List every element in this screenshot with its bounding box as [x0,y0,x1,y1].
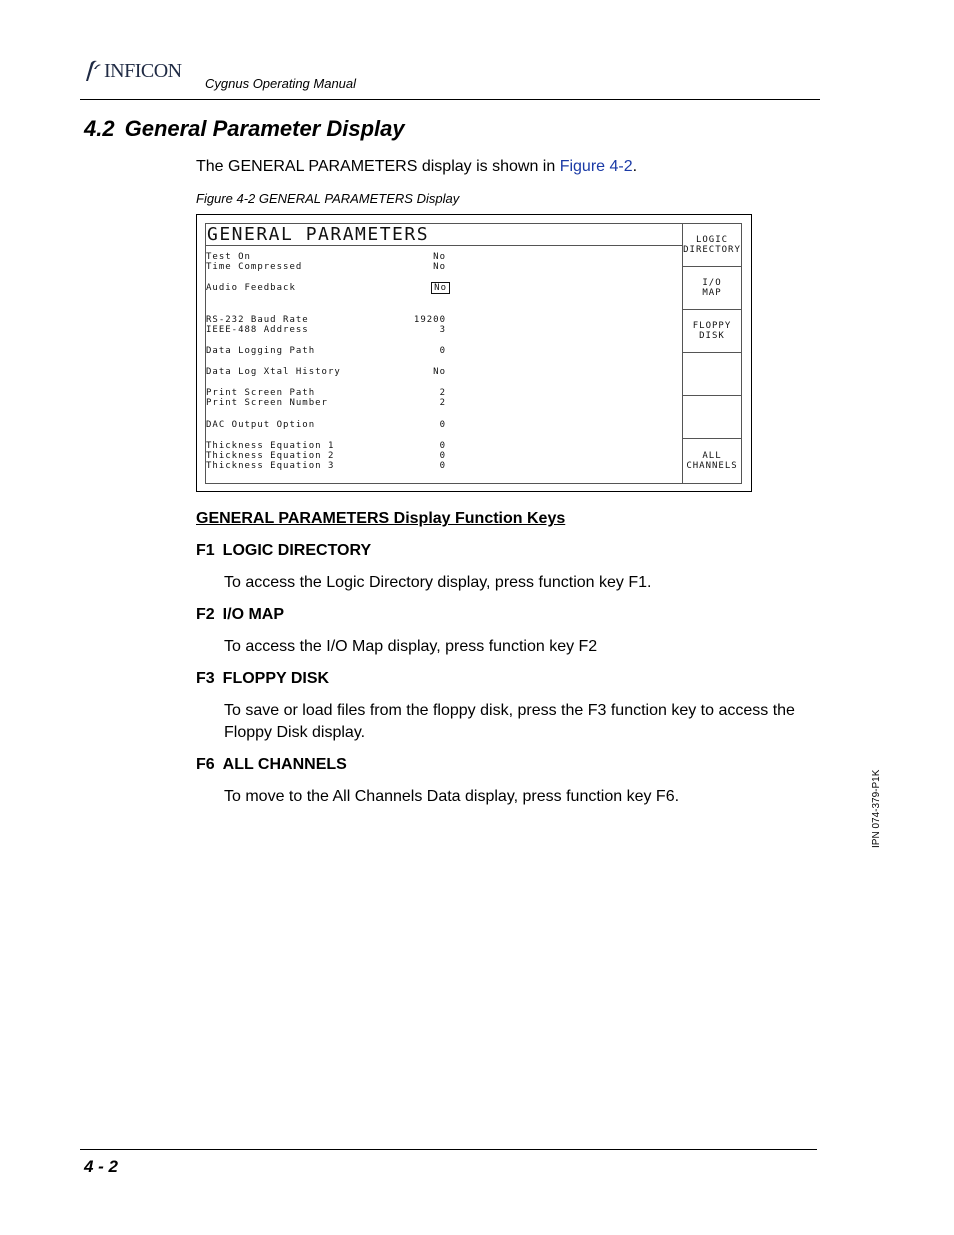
f2-heading [196,606,284,624]
function-key-label [702,278,721,298]
function-key-f6[interactable] [683,439,741,482]
parameter-label: DAC Output Option [206,420,316,430]
parameter-value[interactable]: 0 [439,420,446,430]
parameter-value[interactable]: 2 [439,398,446,408]
f6-heading [196,756,347,774]
function-key-f2[interactable] [683,267,741,310]
parameter-value[interactable]: 0 [439,441,446,451]
parameter-label: Data Log Xtal History [206,367,341,377]
parameter-label: Thickness Equation 2 [206,451,335,461]
function-key-line2: MAP [702,288,722,298]
intro-paragraph [196,158,637,176]
inficon-logo [82,58,182,84]
parameter-label: Print Screen Path [206,388,316,398]
figure-caption: Figure 4-2 GENERAL PARAMETERS Display [196,191,460,206]
function-key-f1[interactable] [683,224,741,267]
parameter-label: Print Screen Number [206,398,328,408]
parameter-value[interactable]: 19200 [413,315,446,325]
section-number: 4.2 [84,116,115,141]
manual-name: Cygnus Operating Manual [205,76,357,91]
header-divider [80,99,820,100]
logo-text: INFICON [104,60,182,82]
f3-name: FLOPPY DISK [222,670,330,687]
f3-heading [196,670,329,688]
parameter-value[interactable]: 3 [439,325,446,335]
f2-name: I/O MAP [222,606,285,623]
general-parameters-screen [196,214,752,492]
screen-title: GENERAL PARAMETERS [206,224,682,246]
inficon-mark-icon [82,59,102,83]
intro-text: The GENERAL PARAMETERS display is shown in [196,158,560,175]
function-key-line1: FLOPPY [692,321,732,331]
f6-description: To move to the All Channels Data display, press function key F6. [224,788,680,805]
parameter-value[interactable]: No [433,252,446,262]
intro-end: . [632,158,638,175]
f6-code: F6 [196,756,215,773]
f6-name: ALL CHANNELS [222,756,347,773]
parameter-label: Data Logging Path [206,346,316,356]
f2-description: To access the I/O Map display, press function key F2 [224,638,598,655]
function-key-line1: ALL [702,450,722,461]
section-title [84,116,405,142]
function-key-line2: DIRECTORY [683,245,741,255]
function-key-label [683,235,741,255]
ipn-side-label: IPN 074-379-P1K [871,769,882,848]
parameter-label: Test On [206,252,251,262]
function-key-f4[interactable] [683,353,741,396]
function-key-line2: DISK [699,331,725,341]
function-key-f3[interactable] [683,310,741,353]
function-key-label [686,451,737,471]
figure-link[interactable]: Figure 4-2 [559,158,633,175]
parameter-value[interactable]: 0 [439,346,446,356]
function-key-column [682,224,741,483]
parameter-value[interactable]: No [433,367,446,377]
parameter-value[interactable]: 2 [439,388,446,398]
section-title-text: General Parameter Display [124,116,405,141]
parameter-value-selected[interactable]: No [431,282,450,294]
parameter-label: Time Compressed [206,262,303,272]
f1-code: F1 [196,542,215,559]
function-keys-heading: GENERAL PARAMETERS Display Function Keys [196,510,566,527]
f1-heading [196,542,371,560]
footer-divider [80,1149,817,1150]
function-key-label [693,321,732,341]
parameter-label: Thickness Equation 3 [206,461,335,471]
parameter-label: Audio Feedback [206,283,296,293]
f1-description: To access the Logic Directory display, press function key F1. [224,574,652,591]
function-key-f5[interactable] [683,396,741,439]
parameter-value[interactable]: 0 [439,451,446,461]
parameter-value[interactable]: No [433,262,446,272]
f3-description: To save or load files from the floppy disk, press the F3 function key to access the Floppy Disk display. [224,702,795,741]
function-key-line2: CHANNELS [686,460,738,471]
parameter-label: IEEE-488 Address [206,325,309,335]
f2-code: F2 [196,606,215,623]
parameter-value[interactable]: 0 [439,461,446,471]
f1-name: LOGIC DIRECTORY [222,542,372,559]
page-number: 4 - 2 [84,1157,119,1176]
f3-code: F3 [196,670,215,687]
function-key-line1: LOGIC [695,235,729,245]
parameter-label: Thickness Equation 1 [206,441,335,451]
function-key-line1: I/O [702,278,722,288]
screen-frame [205,223,742,484]
parameter-label: RS-232 Baud Rate [206,315,309,325]
